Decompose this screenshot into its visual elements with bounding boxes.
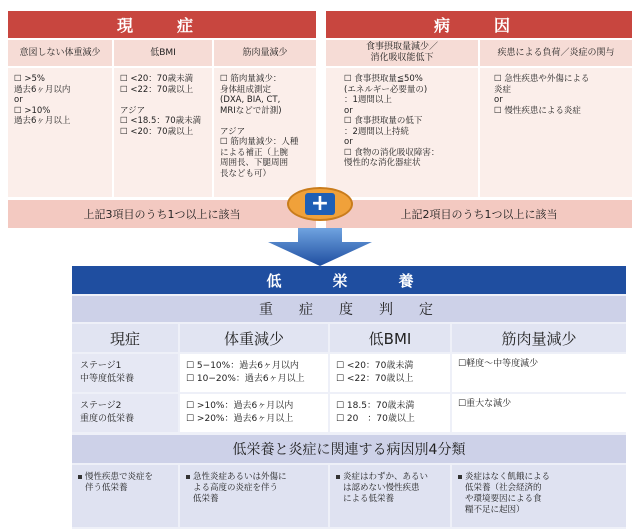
severity-header-muscle: 筋肉量減少 bbox=[452, 324, 626, 352]
bullet-icon bbox=[458, 475, 462, 479]
severity-header-phenotype: 現症 bbox=[72, 324, 178, 352]
bullet-icon bbox=[336, 475, 340, 479]
malnutrition-title: 低 栄 養 bbox=[72, 266, 626, 294]
stage1-weight-loss: ☐ 5−10%：過去6ヶ月以内 ☐ 10−20%：過去6ヶ月以上 bbox=[180, 354, 328, 392]
category-minimal-inflammation: 炎症はわずか、あるい は認めない慢性疾患 による低栄養 bbox=[330, 465, 450, 527]
plus-icon: + bbox=[305, 193, 335, 215]
phenotype-title: 現 症 bbox=[8, 11, 316, 38]
plus-badge bbox=[287, 187, 353, 221]
phenotype-col-header-muscle: 筋肉量減少 bbox=[214, 40, 316, 66]
classification-title: 低栄養と炎症に関連する病因別4分類 bbox=[72, 435, 626, 463]
bullet-icon bbox=[186, 475, 190, 479]
phenotype-col-header-low-bmi: 低BMI bbox=[114, 40, 212, 66]
stage2-low-bmi: ☐ 18.5：70歳未満 ☐ 20 ：70歳以上 bbox=[330, 394, 450, 432]
severity-header-low-bmi: 低BMI bbox=[330, 324, 450, 352]
bullet-icon bbox=[78, 475, 82, 479]
etiology-col-header-inflammation: 疾患による負荷／炎症の関与 bbox=[480, 40, 632, 66]
etiology-col-header-intake: 食事摂取量減少／ 消化吸収能低下 bbox=[326, 40, 478, 66]
etiology-inflammation-criteria: ☐ 急性疾患や外傷による 炎症 or ☐ 慢性疾患による炎症 bbox=[480, 68, 632, 197]
phenotype-low-bmi-criteria: ☐ <20：70歳未満 ☐ <22：70歳以上 アジア ☐ <18.5：70歳未満 ☐ <20：70歳以上 bbox=[114, 68, 212, 197]
stage1-label: ステージ1 中等度低栄養 bbox=[72, 354, 178, 392]
etiology-footer: 上記2項目のうち1つ以上に該当 bbox=[326, 200, 632, 228]
stage1-low-bmi: ☐ <20：70歳未満 ☐ <22：70歳以上 bbox=[330, 354, 450, 392]
stage2-muscle: ☐重大な減少 bbox=[452, 394, 626, 432]
phenotype-muscle-criteria: ☐ 筋肉量減少： 身体組成測定 (DXA, BIA, CT, MRIなどで計測) アジア ☐ 筋肉量減少：人種 による補正（上腕 周囲長、下腿周囲 長なども可） bbox=[214, 68, 316, 197]
etiology-intake-criteria: ☐ 食事摂取量≦50% (エネルギー必要量の) ：1週間以上 or ☐ 食事摂取量の低下 ：2週間以上持続 or ☐ 食物の消化吸収障害： 慢性的な消化器症状 bbox=[326, 68, 478, 197]
phenotype-weight-loss-criteria: ☐ >5% 過去6ヶ月以内 or ☐ >10% 過去6ヶ月以上 bbox=[8, 68, 112, 197]
stage1-muscle: ☐軽度〜中等度減少 bbox=[452, 354, 626, 392]
category-chronic-inflammation: 慢性疾患で炎症を 伴う低栄養 bbox=[72, 465, 178, 527]
category-starvation: 炎症はなく飢餓による 低栄養（社会経済的 や環境要因による食 糧不足に起因） bbox=[452, 465, 626, 527]
etiology-title: 病 因 bbox=[326, 11, 632, 38]
down-arrow-icon bbox=[268, 228, 372, 266]
stage2-weight-loss: ☐ >10%：過去6ヶ月以内 ☐ >20%：過去6ヶ月以上 bbox=[180, 394, 328, 432]
phenotype-col-header-weight-loss: 意図しない体重減少 bbox=[8, 40, 112, 66]
stage2-label: ステージ2 重度の低栄養 bbox=[72, 394, 178, 432]
category-acute-inflammation: 急性炎症あるいは外傷に よる高度の炎症を伴う 低栄養 bbox=[180, 465, 328, 527]
phenotype-footer: 上記3項目のうち1つ以上に該当 bbox=[8, 200, 316, 228]
severity-header-weight-loss: 体重減少 bbox=[180, 324, 328, 352]
severity-title: 重 症 度 判 定 bbox=[72, 296, 626, 322]
